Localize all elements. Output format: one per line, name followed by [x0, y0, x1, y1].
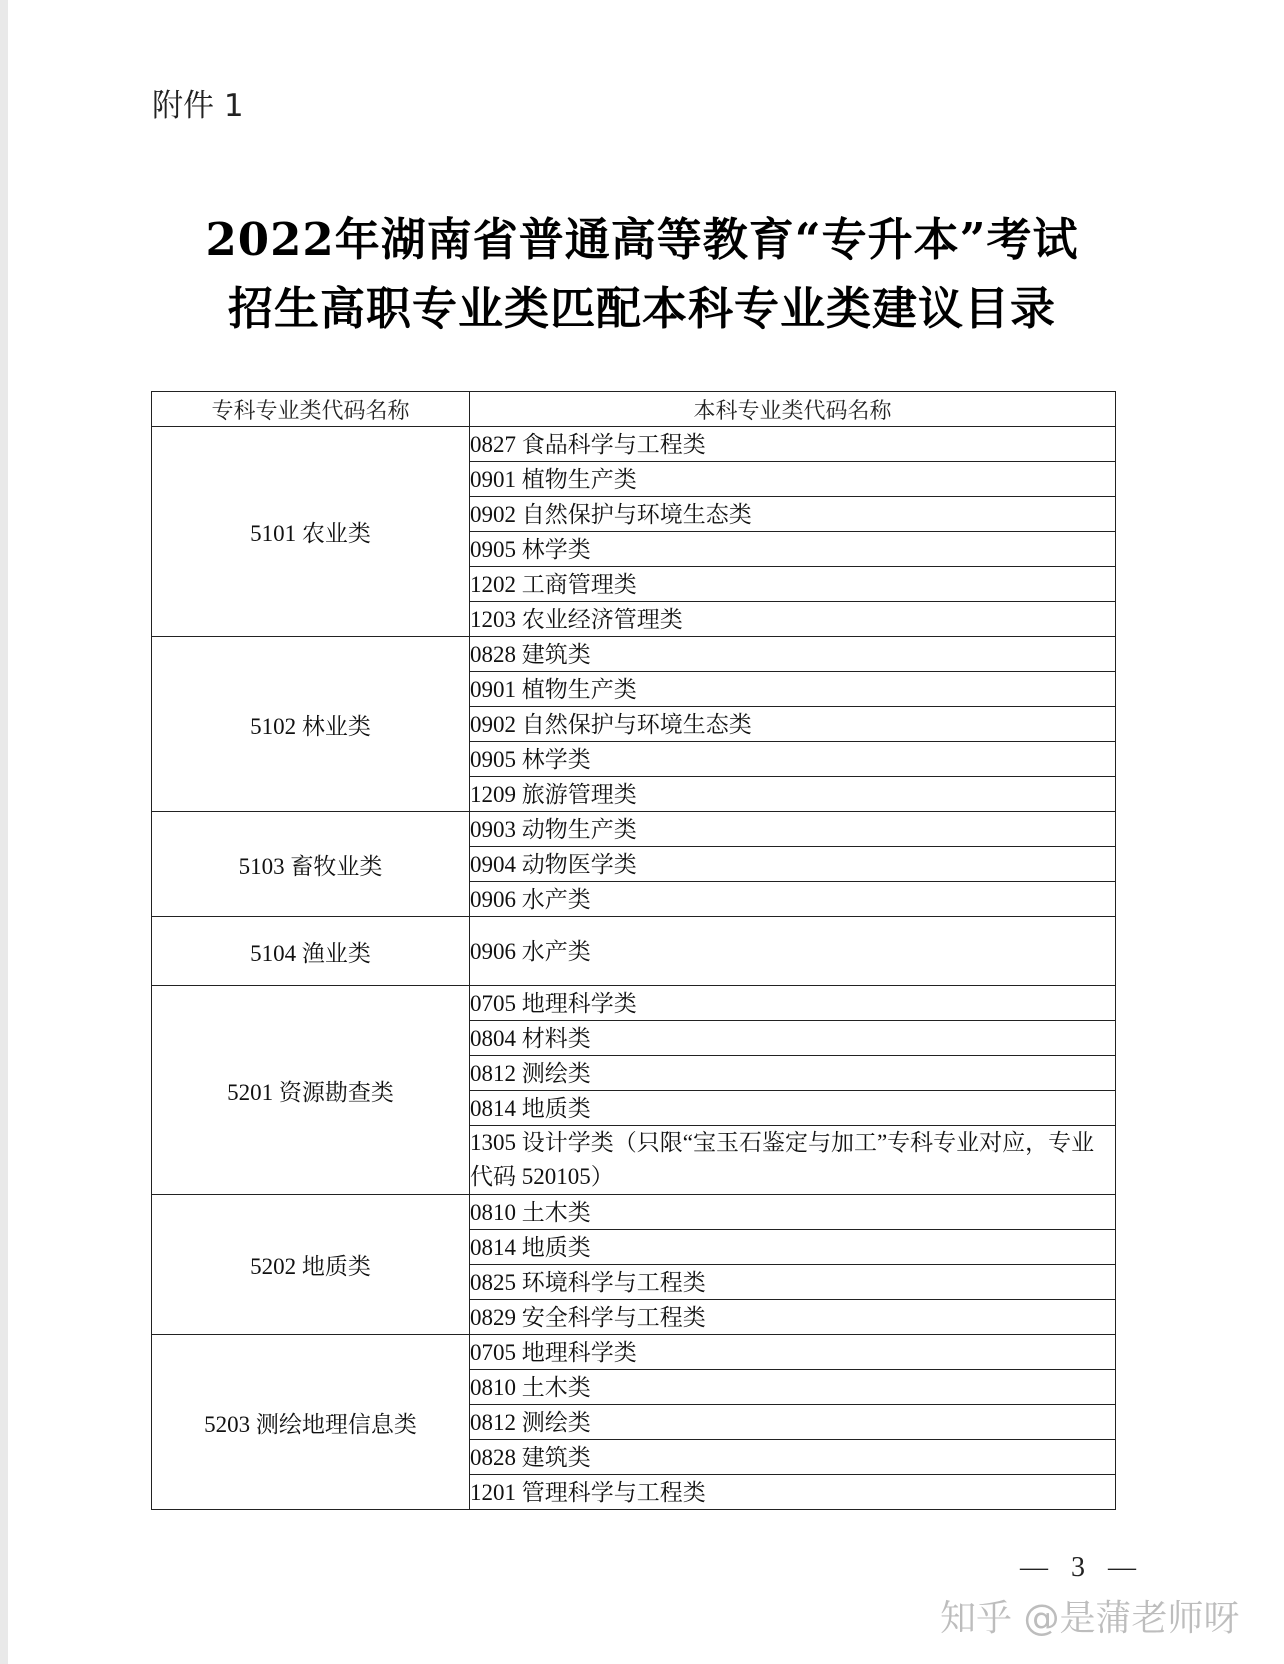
undergraduate-major-cell: 0814 地质类: [470, 1230, 1116, 1265]
undergraduate-major-cell: 0904 动物医学类: [470, 847, 1116, 882]
undergraduate-major-cell: 0901 植物生产类: [470, 462, 1116, 497]
watermark: 知乎 @是蒲老师呀: [940, 1598, 1240, 1639]
undergraduate-major-cell: 0901 植物生产类: [470, 672, 1116, 707]
vocational-major-cell: 5101 农业类: [152, 427, 470, 637]
undergraduate-major-cell: 0905 林学类: [470, 742, 1116, 777]
table-row: [152, 1335, 1116, 1370]
table-row: [152, 427, 1116, 462]
undergraduate-major-cell: 0906 水产类: [470, 917, 1116, 986]
undergraduate-major-cell: 0812 测绘类: [470, 1405, 1116, 1440]
undergraduate-major-cell: 0902 自然保护与环境生态类: [470, 707, 1116, 742]
undergraduate-major-cell: 1202 工商管理类: [470, 567, 1116, 602]
undergraduate-major-cell: 1305 设计学类（只限“宝玉石鉴定与加工”专科专业对应，专业代码 520105）: [470, 1126, 1116, 1195]
vocational-major-cell: 5201 资源勘查类: [152, 986, 470, 1195]
undergraduate-major-cell: 0810 土木类: [470, 1195, 1116, 1230]
table-row: [152, 637, 1116, 672]
table-row: [152, 986, 1116, 1021]
table-row: [152, 812, 1116, 847]
undergraduate-major-cell: 0828 建筑类: [470, 637, 1116, 672]
vocational-major-cell: 5202 地质类: [152, 1195, 470, 1335]
attachment-label: 附件 1: [152, 88, 244, 124]
header-vocational-major: 专科专业类代码名称: [152, 392, 470, 427]
undergraduate-major-cell: 0906 水产类: [470, 882, 1116, 917]
undergraduate-major-cell: 0812 测绘类: [470, 1056, 1116, 1091]
page-number: — 3 —: [1020, 1552, 1144, 1583]
undergraduate-major-cell: 0810 土木类: [470, 1370, 1116, 1405]
major-matching-table: [151, 391, 1116, 1510]
undergraduate-major-cell: 0804 材料类: [470, 1021, 1116, 1056]
header-undergraduate-major: 本科专业类代码名称: [470, 392, 1116, 427]
undergraduate-major-cell: 0705 地理科学类: [470, 1335, 1116, 1370]
undergraduate-major-cell: 1201 管理科学与工程类: [470, 1475, 1116, 1510]
undergraduate-major-cell: 0825 环境科学与工程类: [470, 1265, 1116, 1300]
undergraduate-major-cell: 0827 食品科学与工程类: [470, 427, 1116, 462]
undergraduate-major-cell: 0829 安全科学与工程类: [470, 1300, 1116, 1335]
table-row: [152, 1195, 1116, 1230]
document-title-line-2: 招生高职专业类匹配本科专业类建议目录: [227, 282, 1056, 335]
undergraduate-major-cell: 0905 林学类: [470, 532, 1116, 567]
undergraduate-major-cell: 0902 自然保护与环境生态类: [470, 497, 1116, 532]
vocational-major-cell: 5103 畜牧业类: [152, 812, 470, 917]
table-header-row: [152, 392, 1116, 427]
document-title-line-1: 2022年湖南省普通高等教育“专升本”考试: [205, 213, 1079, 266]
table-row: [152, 917, 1116, 986]
undergraduate-major-cell: 0828 建筑类: [470, 1440, 1116, 1475]
vocational-major-cell: 5102 林业类: [152, 637, 470, 812]
undergraduate-major-cell: 1203 农业经济管理类: [470, 602, 1116, 637]
undergraduate-major-cell: 0814 地质类: [470, 1091, 1116, 1126]
undergraduate-major-cell: 1209 旅游管理类: [470, 777, 1116, 812]
undergraduate-major-cell: 0705 地理科学类: [470, 986, 1116, 1021]
undergraduate-major-cell: 0903 动物生产类: [470, 812, 1116, 847]
vocational-major-cell: 5203 测绘地理信息类: [152, 1335, 470, 1510]
vocational-major-cell: 5104 渔业类: [152, 917, 470, 986]
